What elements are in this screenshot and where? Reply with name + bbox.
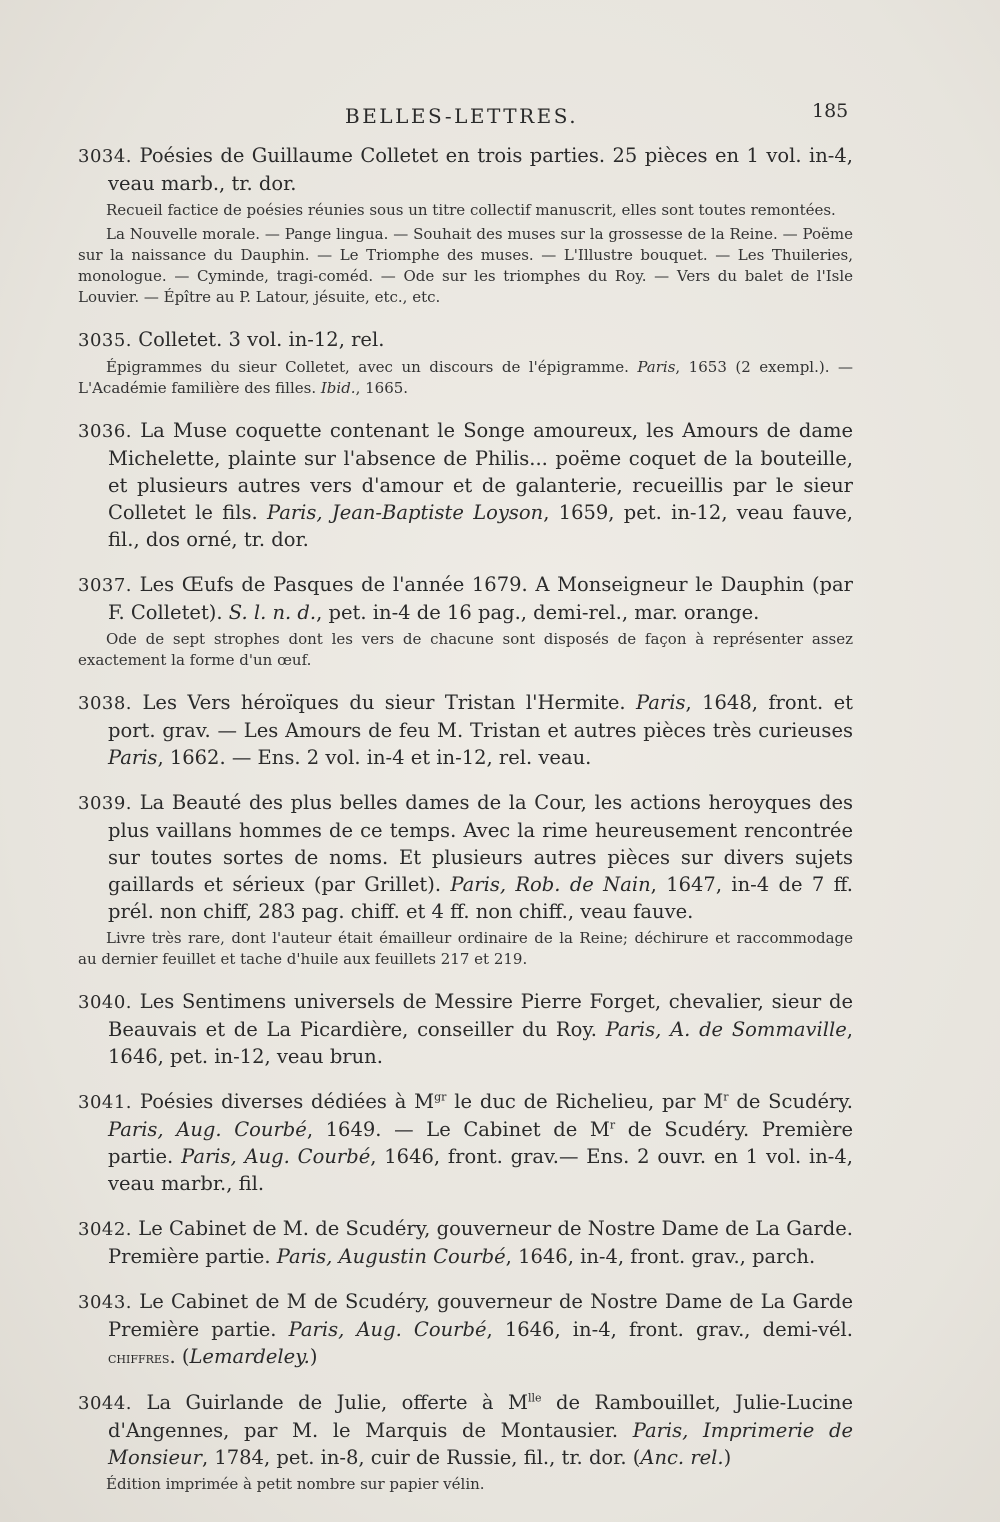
binding-detail: Anc. rel.	[640, 1446, 724, 1469]
entry-text: , 1648, front. et port. grav. — Les Amours de feu M. Tristan et autres pièces très curieuses	[108, 691, 853, 742]
catalogue-entry-3042	[78, 1215, 853, 1270]
entry-text: Le Cabinet de M de Scudéry, gouverneur de Nostre Dame de La Garde Première partie.	[108, 1290, 854, 1341]
entry-text: . (	[169, 1345, 190, 1368]
entry-number: 3035.	[78, 330, 133, 351]
entry-note: Édition imprimée à petit nombre sur papier vélin.	[106, 1475, 485, 1493]
entry-text: La Muse coquette contenant le Songe amoureux, les Amours de dame Michelette, plainte sur l'absence de Philis... poëme coquet de la bouteille, et plusieurs autres vers d'amour et de galanterie, recueillis par le sieur Colletet le fils.	[108, 419, 853, 524]
entry-text: le duc de Richelieu, par M	[446, 1090, 724, 1113]
entry-number: 3043.	[78, 1292, 133, 1313]
entry-number: 3044.	[78, 1393, 133, 1414]
entry-text: Poésies diverses dédiées à M	[139, 1090, 435, 1113]
catalogue-entry-3038	[78, 689, 853, 771]
superscript: gr	[434, 1090, 447, 1104]
binding-detail: chiffres	[108, 1348, 170, 1367]
catalogue-entry-3034	[78, 142, 853, 308]
entry-text: Poésies de Guillaume Colletet en trois parties. 25 pièces en 1 vol. in-4, veau marb., tr. dor.	[108, 144, 853, 195]
entry-note	[78, 357, 853, 399]
note-text: , 1653 (2 exempl.). — L'Académie familière des filles.	[78, 358, 854, 397]
entry-note: Recueil factice de poésies réunies sous un titre collectif manuscrit, elles sont toutes remontées.	[106, 201, 836, 219]
entry-imprint: Paris, Aug. Courbé	[181, 1145, 371, 1168]
entry-text: de Rambouillet, Julie-Lucine d'Angennes, par M. le Marquis de Montausier.	[108, 1391, 853, 1442]
entry-text: , 1662. — Ens. 2 vol. in-4 et in-12, rel. veau.	[157, 746, 592, 769]
catalogue-entry-3040	[78, 988, 853, 1070]
entry-number: 3042.	[78, 1219, 133, 1240]
catalogue-entry-3037	[78, 571, 853, 671]
entry-description	[78, 1088, 853, 1197]
catalogue-entry-3044	[78, 1389, 853, 1495]
note-text: , 1665.	[355, 379, 409, 397]
catalogue-entry-3039	[78, 789, 853, 970]
entry-text: , 1647, in-4 de 7 ff. prél. non chiff, 283 pag. chiff. et 4 ff. non chiff., veau fauve.	[108, 873, 853, 923]
entry-text: La Guirlande de Julie, offerte à M	[146, 1391, 528, 1414]
catalogue-entry-3043	[78, 1288, 853, 1371]
entry-description	[78, 1215, 853, 1270]
entry-text: de Scudéry.	[728, 1090, 853, 1113]
entry-number: 3034.	[78, 146, 133, 167]
note-imprint: Paris	[637, 358, 676, 376]
page-number: 185	[812, 100, 849, 122]
entry-description	[78, 988, 853, 1070]
entry-imprint: Paris, Imprimerie de Monsieur	[108, 1419, 853, 1469]
entry-text: La Beauté des plus belles dames de la Cour, les actions heroyques des plus vaillans hommes de ce temps. Avec la rime heureusement rencontrée sur toutes sortes de noms. Et plusieurs autres pièces sur divers sujets gaillards et sérieux (par Grillet).	[108, 791, 853, 896]
entry-text: Les Vers héroïques du sieur Tristan l'Hermite.	[142, 691, 637, 714]
catalogue-entry-3036	[78, 417, 853, 553]
entry-number: 3041.	[78, 1092, 133, 1113]
entry-text: )	[723, 1446, 732, 1469]
entry-description	[78, 1389, 853, 1471]
entry-text: , 1649. — Le Cabinet de M	[306, 1118, 610, 1141]
catalogue-entry-3041	[78, 1088, 853, 1197]
entry-note: Livre très rare, dont l'auteur était émailleur ordinaire de la Reine; déchirure et raccommodage au dernier feuillet et tache d'huile aux feuillets 217 et 219.	[78, 929, 853, 968]
entry-text: , 1646, in-4, front. grav., parch.	[505, 1245, 816, 1268]
entry-description	[78, 1288, 853, 1371]
entry-number: 3040.	[78, 992, 133, 1013]
entry-description	[78, 142, 853, 197]
entry-imprint: Paris	[636, 691, 686, 714]
entry-imprint: S. l. n. d.	[228, 601, 317, 624]
entry-text: Les Sentimens universels de Messire Pierre Forget, chevalier, sieur de Beauvais et de La Picardière, conseiller du Roy.	[108, 990, 853, 1041]
entry-text: Colletet. 3 vol. in-12, rel.	[138, 328, 385, 351]
entry-imprint: Paris, Aug. Courbé	[288, 1318, 487, 1341]
entry-number: 3037.	[78, 575, 133, 596]
entry-text: , 1784, pet. in-8, cuir de Russie, fil., tr. dor. (	[201, 1446, 641, 1469]
running-title: BELLES-LETTRES.	[345, 104, 579, 128]
superscript: r	[609, 1118, 616, 1132]
entry-imprint: Paris	[108, 746, 158, 769]
entry-number: 3036.	[78, 421, 133, 442]
catalogue-entry-3035	[78, 326, 853, 399]
entry-text: )	[309, 1345, 318, 1368]
entry-description	[78, 326, 853, 354]
entry-description	[78, 689, 853, 771]
entry-description	[78, 571, 853, 626]
entry-text: , 1659, pet. in-12, veau fauve, fil., dos orné, tr. dor.	[108, 501, 853, 551]
entry-contents-list: La Nouvelle morale. — Pange lingua. — Souhait des muses sur la grossesse de la Reine. — Poëme sur la naissance du Dauphin. — Le Triomphe des muses. — L'Illustre bouquet. — Les Thuileries, monologue. — Cyminde, tragi-coméd. — Ode sur les triomphes du Roy. — Vers du balet de l'Isle Louvier. — Épître au P. Latour, jésuite, etc., etc.	[78, 225, 853, 306]
superscript: lle	[528, 1391, 542, 1405]
entry-imprint: Paris, A. de Sommaville	[605, 1018, 847, 1041]
entry-text: , 1646, pet. in-12, veau brun.	[108, 1018, 853, 1068]
entry-imprint: Paris, Rob. de Nain	[450, 873, 651, 896]
superscript: r	[723, 1090, 729, 1104]
entry-text: , pet. in-4 de 16 pag., demi-rel., mar. orange.	[316, 601, 760, 624]
entry-imprint: Paris, Jean-Baptiste Loyson	[266, 501, 544, 524]
page-header	[0, 100, 1000, 136]
entry-imprint: Paris, Augustin Courbé	[276, 1245, 506, 1268]
entry-text: Le Cabinet de M. de Scudéry, gouverneur de Nostre Dame de La Garde. Première partie.	[108, 1217, 853, 1268]
entry-number: 3039.	[78, 793, 133, 814]
entry-text: Les Œufs de Pasques de l'année 1679. A Monseigneur le Dauphin (par F. Colletet).	[108, 573, 853, 624]
entry-description	[78, 789, 853, 925]
binder-name: Lemardeley.	[189, 1345, 310, 1368]
note-imprint: Ibid.	[320, 379, 356, 397]
entry-imprint: Paris, Aug. Courbé	[108, 1118, 307, 1141]
entry-text: , 1646, in-4, front. grav., demi-vél.	[486, 1318, 853, 1341]
entry-text: de Scudéry. Première partie.	[108, 1118, 853, 1168]
note-text: Épigrammes du sieur Colletet, avec un discours de l'épigramme.	[106, 358, 638, 376]
entry-number: 3038.	[78, 693, 133, 714]
entry-text: , 1646, front. grav.— Ens. 2 ouvr. en 1 vol. in-4, veau marbr., fil.	[108, 1145, 853, 1195]
entry-note: Ode de sept strophes dont les vers de chacune sont disposés de façon à représenter assez exactement la forme d'un œuf.	[78, 630, 853, 669]
catalogue-entries	[78, 142, 853, 1513]
entry-description	[78, 417, 853, 553]
